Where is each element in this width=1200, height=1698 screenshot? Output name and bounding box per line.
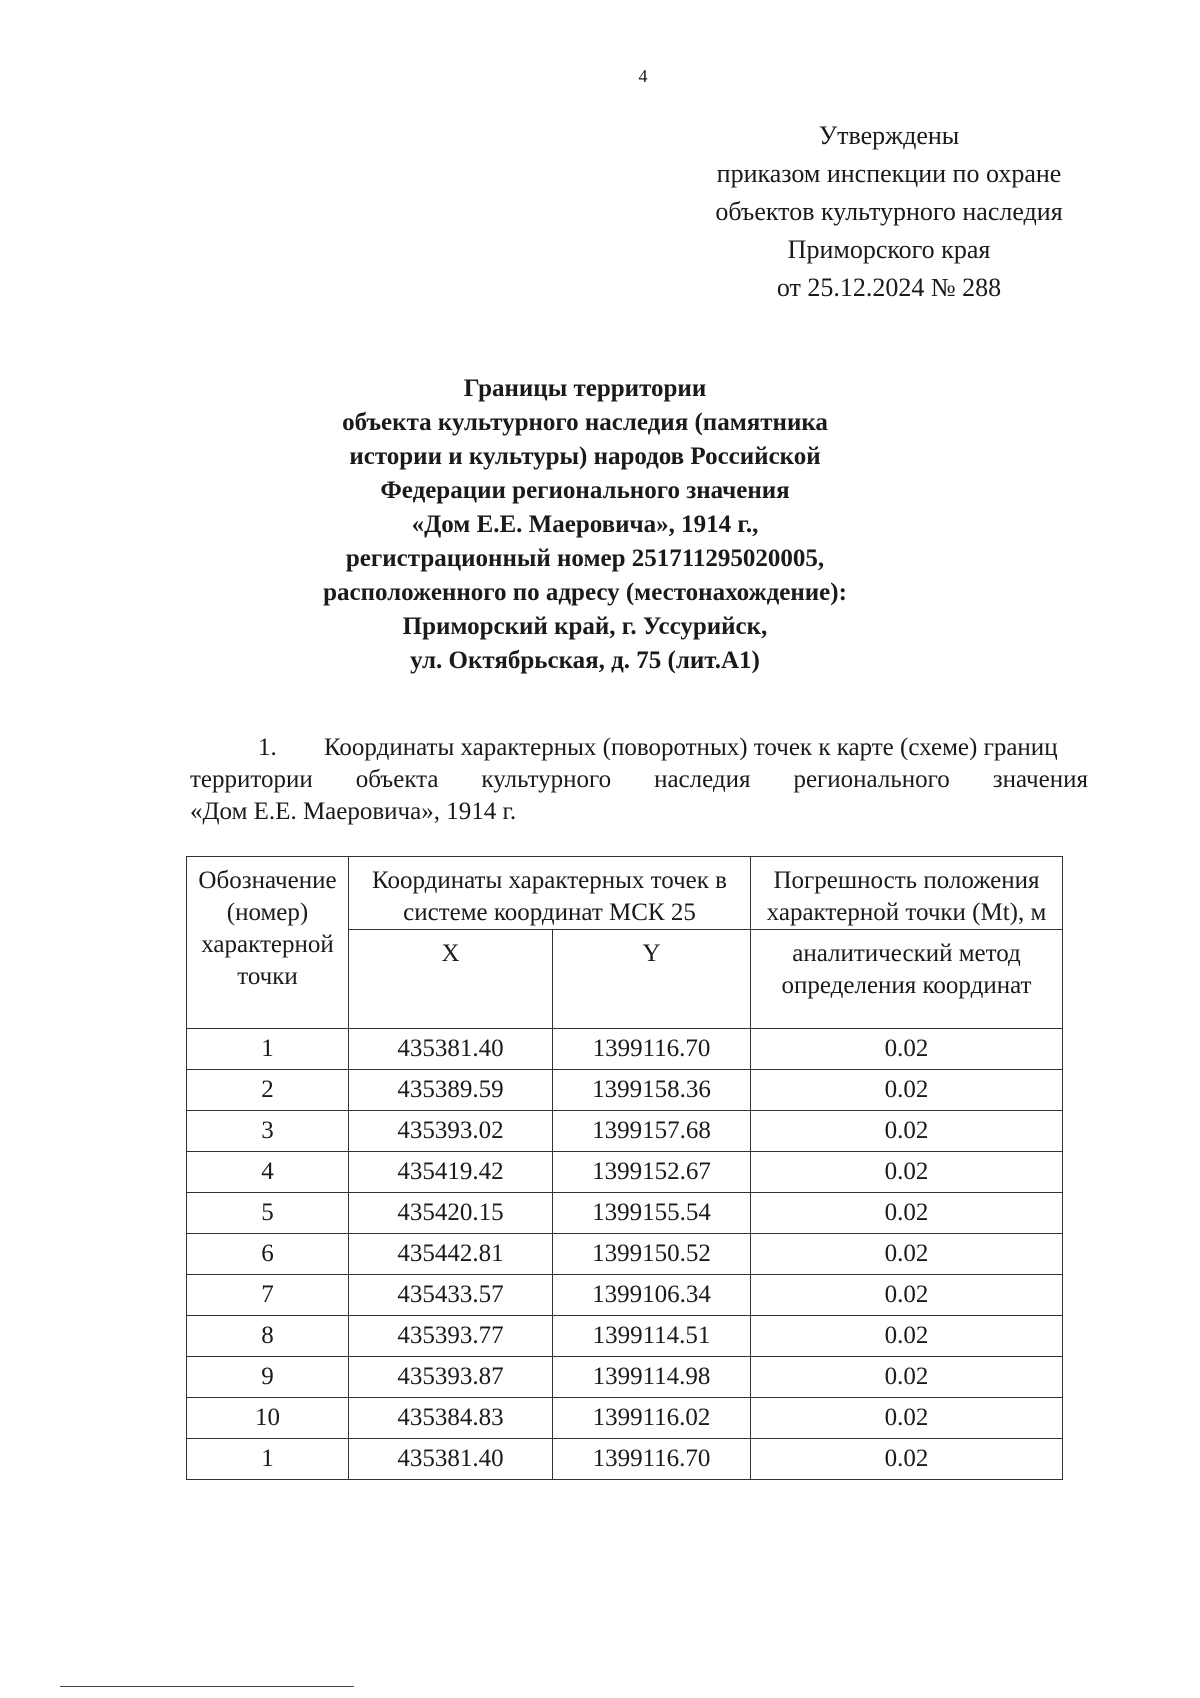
table-row (187, 1398, 1063, 1439)
cell-point-number: 9 (187, 1357, 349, 1398)
cell-point-number: 4 (187, 1152, 349, 1193)
title-line: ул. Октябрьская, д. 75 (лит.А1) (410, 647, 760, 674)
paragraph-line (190, 764, 1088, 796)
coordinates-table-body (187, 1029, 1063, 1480)
cell-error: 0.02 (751, 1193, 1063, 1234)
page-number: 4 (638, 66, 648, 86)
cell-x: 435384.83 (349, 1398, 553, 1439)
cell-x: 435381.40 (349, 1439, 553, 1480)
header-method: аналитический метод определения координат (751, 930, 1063, 1029)
cell-y: 1399157.68 (553, 1111, 751, 1152)
title-line: Границы территории (463, 375, 707, 402)
cell-x: 435393.87 (349, 1357, 553, 1398)
cell-error: 0.02 (751, 1070, 1063, 1111)
cell-point-number: 6 (187, 1234, 349, 1275)
table-row (187, 1193, 1063, 1234)
table-row (187, 1029, 1063, 1070)
table-row (187, 1275, 1063, 1316)
approval-block (656, 117, 1122, 307)
cell-error: 0.02 (751, 1398, 1063, 1439)
title-line: расположенного по адресу (местонахождение): (323, 579, 847, 606)
cell-point-number: 5 (187, 1193, 349, 1234)
table-row (187, 1111, 1063, 1152)
cell-y: 1399116.70 (553, 1439, 751, 1480)
cell-y: 1399158.36 (553, 1070, 751, 1111)
footer-divider (60, 1686, 354, 1687)
cell-point-number: 1 (187, 1029, 349, 1070)
cell-y: 1399114.98 (553, 1357, 751, 1398)
paragraph-coordinates-intro (190, 732, 1088, 828)
cell-error: 0.02 (751, 1111, 1063, 1152)
paragraph-word: наследия (654, 766, 751, 793)
cell-point-number: 7 (187, 1275, 349, 1316)
cell-x: 435442.81 (349, 1234, 553, 1275)
cell-error: 0.02 (751, 1275, 1063, 1316)
approval-line: приказом инспекции по охране (716, 159, 1062, 188)
header-designation: Обозначение (номер) характерной точки (187, 857, 349, 1029)
table-row (187, 1316, 1063, 1357)
approval-line: Утверждены (818, 121, 960, 150)
cell-x: 435420.15 (349, 1193, 553, 1234)
header-error: Погрешность положения характерной точки (Mt), м (751, 857, 1063, 930)
cell-y: 1399150.52 (553, 1234, 751, 1275)
cell-error: 0.02 (751, 1234, 1063, 1275)
cell-y: 1399114.51 (553, 1316, 751, 1357)
cell-point-number: 3 (187, 1111, 349, 1152)
cell-y: 1399106.34 (553, 1275, 751, 1316)
cell-x: 435433.57 (349, 1275, 553, 1316)
table-row (187, 1070, 1063, 1111)
paragraph-word: территории (190, 766, 313, 793)
cell-y: 1399116.02 (553, 1398, 751, 1439)
cell-y: 1399116.70 (553, 1029, 751, 1070)
paragraph-number: 1. (258, 734, 277, 761)
cell-error: 0.02 (751, 1029, 1063, 1070)
table-row (187, 1152, 1063, 1193)
header-y: Y (553, 930, 751, 1029)
cell-x: 435381.40 (349, 1029, 553, 1070)
title-line: регистрационный номер 251711295020005, (345, 545, 825, 572)
cell-error: 0.02 (751, 1357, 1063, 1398)
table-row (187, 1357, 1063, 1398)
cell-error: 0.02 (751, 1152, 1063, 1193)
paragraph-line (190, 732, 1088, 764)
cell-x: 435419.42 (349, 1152, 553, 1193)
cell-x: 435393.77 (349, 1316, 553, 1357)
approval-line: от 25.12.2024 № 288 (776, 273, 1002, 302)
cell-y: 1399152.67 (553, 1152, 751, 1193)
coordinates-table (186, 856, 1063, 1480)
document-title (300, 372, 870, 678)
paragraph-word: значения (992, 766, 1088, 793)
paragraph-word: культурного (481, 766, 612, 793)
paragraph-text: Координаты характерных (поворотных) точек к карте (схеме) границ (324, 734, 1058, 761)
table-row (187, 1234, 1063, 1275)
cell-error: 0.02 (751, 1316, 1063, 1357)
paragraph-line: «Дом Е.Е. Маеровича», 1914 г. (190, 798, 517, 825)
header-x: X (349, 930, 553, 1029)
title-line: истории и культуры) народов Российской (349, 443, 821, 470)
cell-y: 1399155.54 (553, 1193, 751, 1234)
header-coordinates: Координаты характерных точек в системе координат МСК 25 (349, 857, 751, 930)
table-row (187, 1439, 1063, 1480)
title-line: объекта культурного наследия (памятника (342, 409, 828, 436)
cell-point-number: 8 (187, 1316, 349, 1357)
cell-x: 435389.59 (349, 1070, 553, 1111)
approval-line: объектов культурного наследия (715, 197, 1063, 226)
title-line: Федерации регионального значения (380, 477, 790, 504)
cell-point-number: 1 (187, 1439, 349, 1480)
paragraph-word: регионального (793, 766, 950, 793)
title-line: «Дом Е.Е. Маеровича», 1914 г., (411, 511, 759, 538)
approval-line: Приморского края (787, 235, 991, 264)
title-line: Приморский край, г. Уссурийск, (402, 613, 768, 640)
cell-point-number: 10 (187, 1398, 349, 1439)
paragraph-word: объекта (355, 766, 439, 793)
cell-point-number: 2 (187, 1070, 349, 1111)
cell-error: 0.02 (751, 1439, 1063, 1480)
cell-x: 435393.02 (349, 1111, 553, 1152)
